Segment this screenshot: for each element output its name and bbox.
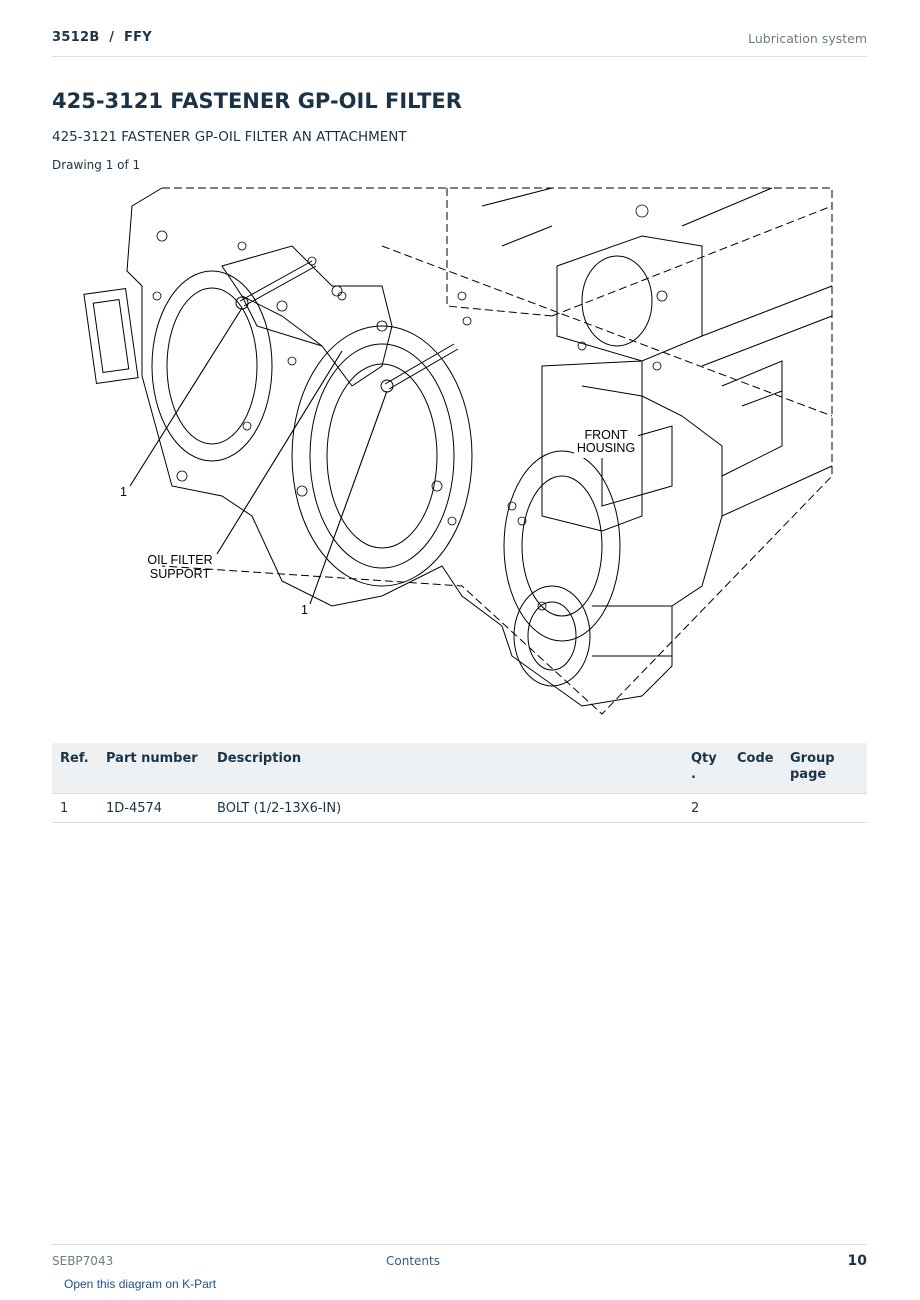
- callout-ref-1-left: 1: [120, 485, 127, 499]
- header-group-page-line2: page: [790, 767, 827, 782]
- page-number: 10: [847, 1253, 867, 1269]
- header-qty-line2: .: [691, 767, 696, 782]
- header-group-page-line1: Group: [790, 751, 835, 766]
- cell-code: [729, 794, 782, 823]
- cell-part-number: 1D-4574: [98, 794, 209, 823]
- callout-front-housing-line2: HOUSING: [576, 441, 636, 455]
- parts-table: [52, 743, 867, 823]
- section-label: Lubrication system: [748, 31, 867, 46]
- page-footer: [52, 1244, 867, 1275]
- cell-qty: 2: [683, 794, 729, 823]
- callout-oil-filter-support-line1: OIL FILTER: [147, 553, 213, 567]
- cell-ref: 1: [52, 794, 98, 823]
- document-id: SEBP7043: [52, 1254, 114, 1268]
- contents-link[interactable]: Contents: [386, 1254, 440, 1268]
- header-qty: [683, 743, 729, 794]
- engine-drawing: [84, 188, 832, 714]
- table-row: [52, 794, 867, 823]
- header-group-page: [782, 743, 867, 794]
- page-subtitle: 425-3121 FASTENER GP-OIL FILTER AN ATTACHMENT: [52, 129, 407, 145]
- page-header: [52, 28, 867, 57]
- table-header-row: [52, 743, 867, 794]
- header-ref: Ref.: [52, 743, 98, 794]
- cell-group-page: [782, 794, 867, 823]
- header-code: Code: [729, 743, 782, 794]
- model-label: 3512B / FFY: [52, 30, 153, 45]
- page-title: 425-3121 FASTENER GP-OIL FILTER: [52, 89, 462, 113]
- drawing-label: Drawing 1 of 1: [52, 158, 141, 172]
- callout-front-housing-line1: FRONT: [584, 428, 628, 442]
- callout-ref-1-bottom: 1: [301, 603, 308, 617]
- cell-description: BOLT (1/2-13X6-IN): [209, 794, 683, 823]
- parts-diagram: [82, 186, 838, 718]
- header-description: Description: [209, 743, 683, 794]
- header-part-number: Part number: [98, 743, 209, 794]
- callout-labels: [120, 428, 635, 617]
- header-qty-line1: Qty: [691, 751, 717, 766]
- callout-oil-filter-support-line2: SUPPORT: [149, 567, 211, 581]
- open-kpart-link[interactable]: Open this diagram on K-Part: [64, 1277, 217, 1291]
